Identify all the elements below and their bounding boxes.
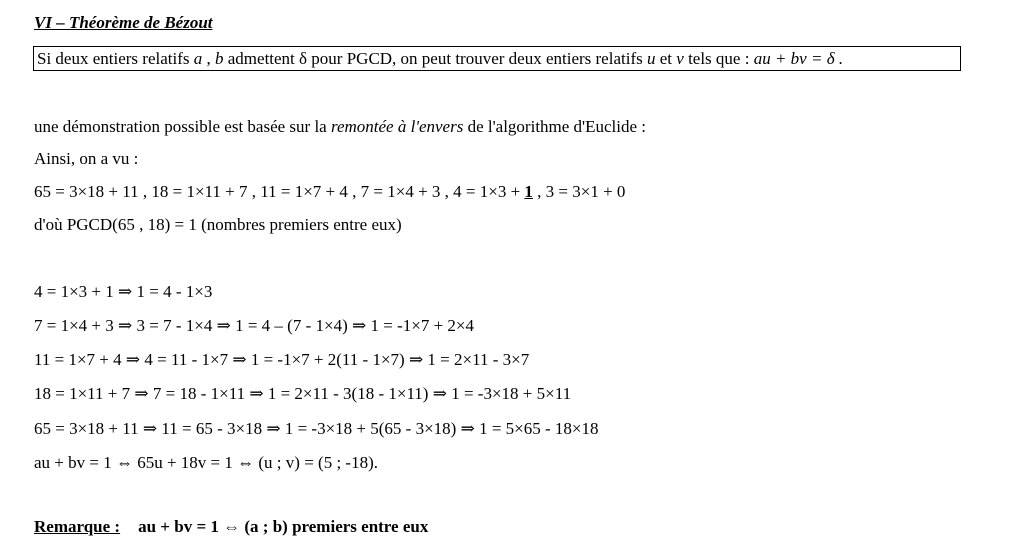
pgcd-line: d'où PGCD(65 , 18) = 1 (nombres premiers entre eux) xyxy=(34,215,402,234)
theorem-text-4: et xyxy=(655,49,677,68)
theorem-box xyxy=(33,46,961,71)
intro-line xyxy=(34,117,646,137)
intro-emphasis: remontée à l'envers xyxy=(330,117,464,136)
step-line-4: 18 = 1×11 + 7 ⇒ 7 = 18 - 1×11 ⇒ 1 = 2×11 - 3(18 - 1×11) ⇒ 1 = -3×18 + 5×11 xyxy=(34,384,572,403)
step-line-3: 11 = 1×7 + 4 ⇒ 4 = 11 - 1×7 ⇒ 1 = -1×7 + 2(11 - 1×7) ⇒ 1 = 2×11 - 3×7 xyxy=(34,350,530,369)
euclid-text-2: , 3 = 3×1 + 0 xyxy=(532,182,626,201)
step-line-2: 7 = 1×4 + 3 ⇒ 3 = 7 - 1×4 ⇒ 1 = 4 – (7 - 1×4) ⇒ 1 = -1×7 + 2×4 xyxy=(34,316,474,335)
var-a: a xyxy=(193,49,203,68)
intro-text-2: de l'algorithme d'Euclide : xyxy=(463,117,647,136)
step-line-5: 65 = 3×18 + 11 ⇒ 11 = 65 - 3×18 ⇒ 1 = -3×18 + 5(65 - 3×18) ⇒ 1 = 5×65 - 18×18 xyxy=(34,419,599,438)
bezout-equation: au + bv = δ . xyxy=(753,49,844,68)
remark-text: au + bv = 1 ⇔ (a ; b) premiers entre eux xyxy=(138,517,429,536)
var-v: v xyxy=(676,49,684,68)
last-remainder: 1 xyxy=(524,182,533,201)
ainsi-line: Ainsi, on a vu : xyxy=(34,149,139,168)
theorem-text-3: pour PGCD, on peut trouver deux entiers relatifs xyxy=(307,49,647,68)
delta-symbol: δ xyxy=(299,49,308,68)
var-b: b xyxy=(215,49,224,68)
theorem-text-5: tels que : xyxy=(683,49,754,68)
remark-heading: Remarque : xyxy=(34,517,121,536)
var-u: u xyxy=(646,49,656,68)
theorem-text-2: admettent xyxy=(223,49,300,68)
euclid-text-1: 65 = 3×18 + 11 , 18 = 1×11 + 7 , 11 = 1×7 + 4 , 7 = 1×4 + 3 , 4 = 1×3 + xyxy=(34,182,525,201)
remark-line xyxy=(34,517,428,537)
section-title: VI – Théorème de Bézout xyxy=(34,13,213,32)
step-line-1: 4 = 1×3 + 1 ⇒ 1 = 4 - 1×3 xyxy=(34,282,213,301)
conclusion-line: au + bv = 1 ⇔ 65u + 18v = 1 ⇔ (u ; v) = (5 ; -18). xyxy=(34,453,378,472)
intro-text-1: une démonstration possible est basée sur la xyxy=(34,117,331,136)
euclid-line xyxy=(34,182,625,202)
theorem-comma: , xyxy=(202,49,215,68)
theorem-statement xyxy=(37,49,843,69)
theorem-text-1: Si deux entiers relatifs xyxy=(37,49,194,68)
